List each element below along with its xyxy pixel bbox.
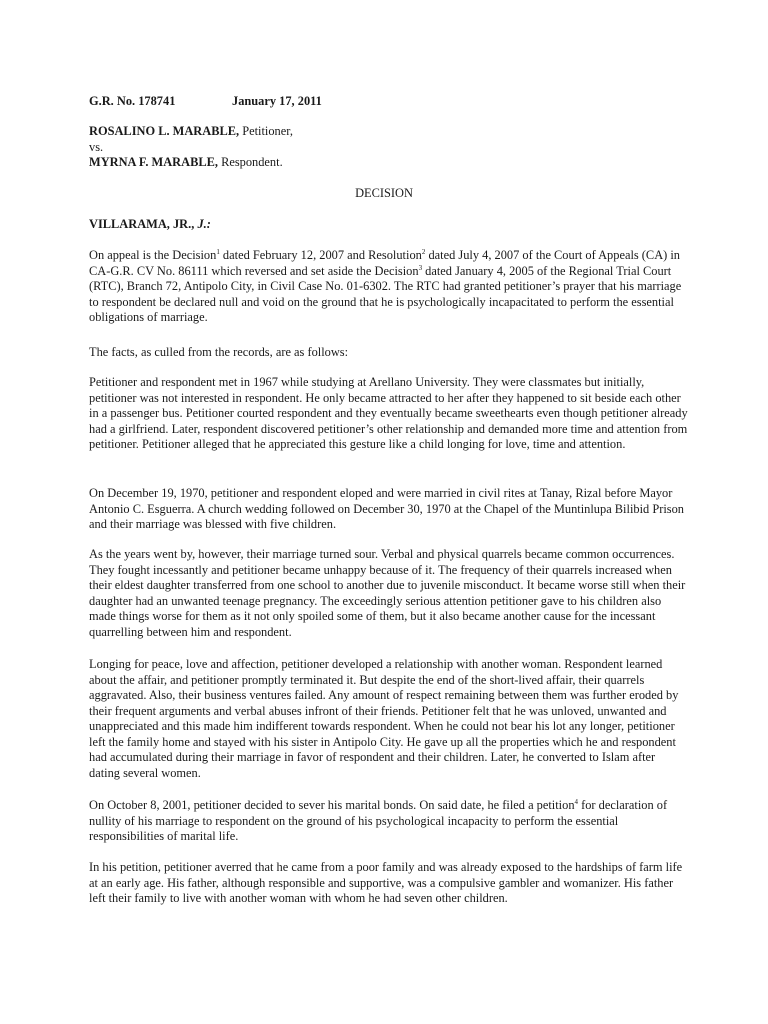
decision-title: DECISION — [355, 186, 413, 200]
paragraph-7: On October 8, 2001, petitioner decided to sever his marital bonds. On said date, he filed a petition$^4$ for declaration of nullity of his marriage to respondent on the ground of his psychological incapacity to perform the essential responsibilities of marital life. — [89, 798, 668, 843]
respondent-line — [89, 155, 689, 171]
ponente-suffix: J.: — [197, 217, 211, 231]
paragraph-4: On December 19, 1970, petitioner and respondent eloped and were married in civil rites at Tanay, Rizal before Mayor Antonio C. Esguerra. A church wedding followed on December 30, 1970 at the Chapel of the Muntinlupa Bilibid Prison and their marriage was blessed with five children. — [89, 486, 684, 531]
paragraph-8: In his petition, petitioner averred that he came from a poor family and was already exposed to the hardships of farm life at an early age. His father, although responsible and supportive, was a compulsive gambler and womanizer. His father left their family to live with another woman with whom he had seven other children. — [89, 860, 683, 905]
paragraph-1: On appeal is the Decision$^1$ dated February 12, 2007 and Resolution$^2$ dated July 4, 2007 of the Court of Appeals (CA) in CA-G.R. CV No. 86111 which reversed and set aside the Decision$^3$ dated January 4, 2005 of the Regional Trial Court (RTC), Branch 72, Antipolo City, in Civil Case No. 01-6302. The RTC had granted petitioner’s prayer that his marriage to respondent be declared null and void on the ground that he is psychologically incapacitated to perform the essential obligations of marriage. — [89, 248, 682, 324]
ponente-name: VILLARAMA, JR., — [89, 217, 195, 231]
footnote-ref-4[interactable]: 4 — [574, 798, 579, 806]
footnote-ref-2[interactable]: 2 — [421, 248, 426, 256]
decision-date: January 17, 2011 — [232, 94, 322, 108]
petitioner-line — [89, 124, 689, 140]
versus-line: vs. — [89, 140, 104, 154]
paragraph-2: The facts, as culled from the records, are as follows: — [89, 345, 349, 359]
paragraph-6: Longing for peace, love and affection, petitioner developed a relationship with another woman. Respondent learned about the affair, and petitioner promptly terminated it. But despite the end of the short-lived affair, their quarrels aggravated. Also, their business ventures failed. Any amount of respect remaining between them was further eroded by their frequent arguments and verbal abuses infront of their friends. Petitioner felt that he was unloved, unwanted and unappreciated and this made him indifferent towards respondent. When he could not bear his lot any longer, petitioner left the family home and stayed with his sister in Antipolo City. He gave up all the properties which he and respondent had accumulated during their marriage in favor of respondent and their children. Later, he converted to Islam after dating several women. — [89, 657, 679, 780]
footnote-ref-1[interactable]: 1 — [216, 248, 220, 256]
case-number-line — [89, 94, 689, 110]
case-number: G.R. No. 178741 — [89, 94, 176, 108]
petitioner-name: ROSALINO L. MARABLE, — [89, 124, 240, 138]
respondent-name: MYRNA F. MARABLE, — [89, 155, 218, 169]
paragraph-5: As the years went by, however, their marriage turned sour. Verbal and physical quarrels became common occurrences. They fought incessantly and petitioner became unhappy because of it. The frequency of their quarrels increased when their eldest daughter transferred from one school to another due to juvenile misconduct. It became worse still when their daughter had an unwanted teenage pregnancy. The exceedingly serious attention petitioner gave to his children also made things worse for them as it not only spoiled some of them, but it also became another cause for the incessant quarrelling between him and respondent. — [89, 547, 686, 639]
footnote-ref-3[interactable]: 3 — [418, 263, 423, 272]
petitioner-role: Petitioner, — [239, 124, 293, 138]
paragraph-3: Petitioner and respondent met in 1967 while studying at Arellano University. They were classmates but initially, petitioner was not interested in respondent. He only became attracted to her after they happened to sit beside each other in a passenger bus. Petitioner courted respondent and they eventually became sweethearts even though petitioner already had a girlfriend. Later, respondent discovered petitioner’s other relationship and demanded more time and attention from petitioner. Petitioner alleged that he appreciated this gesture like a child longing for love, time and attention. — [89, 375, 688, 451]
ponente-line — [89, 217, 689, 233]
respondent-role: Respondent. — [217, 155, 283, 169]
